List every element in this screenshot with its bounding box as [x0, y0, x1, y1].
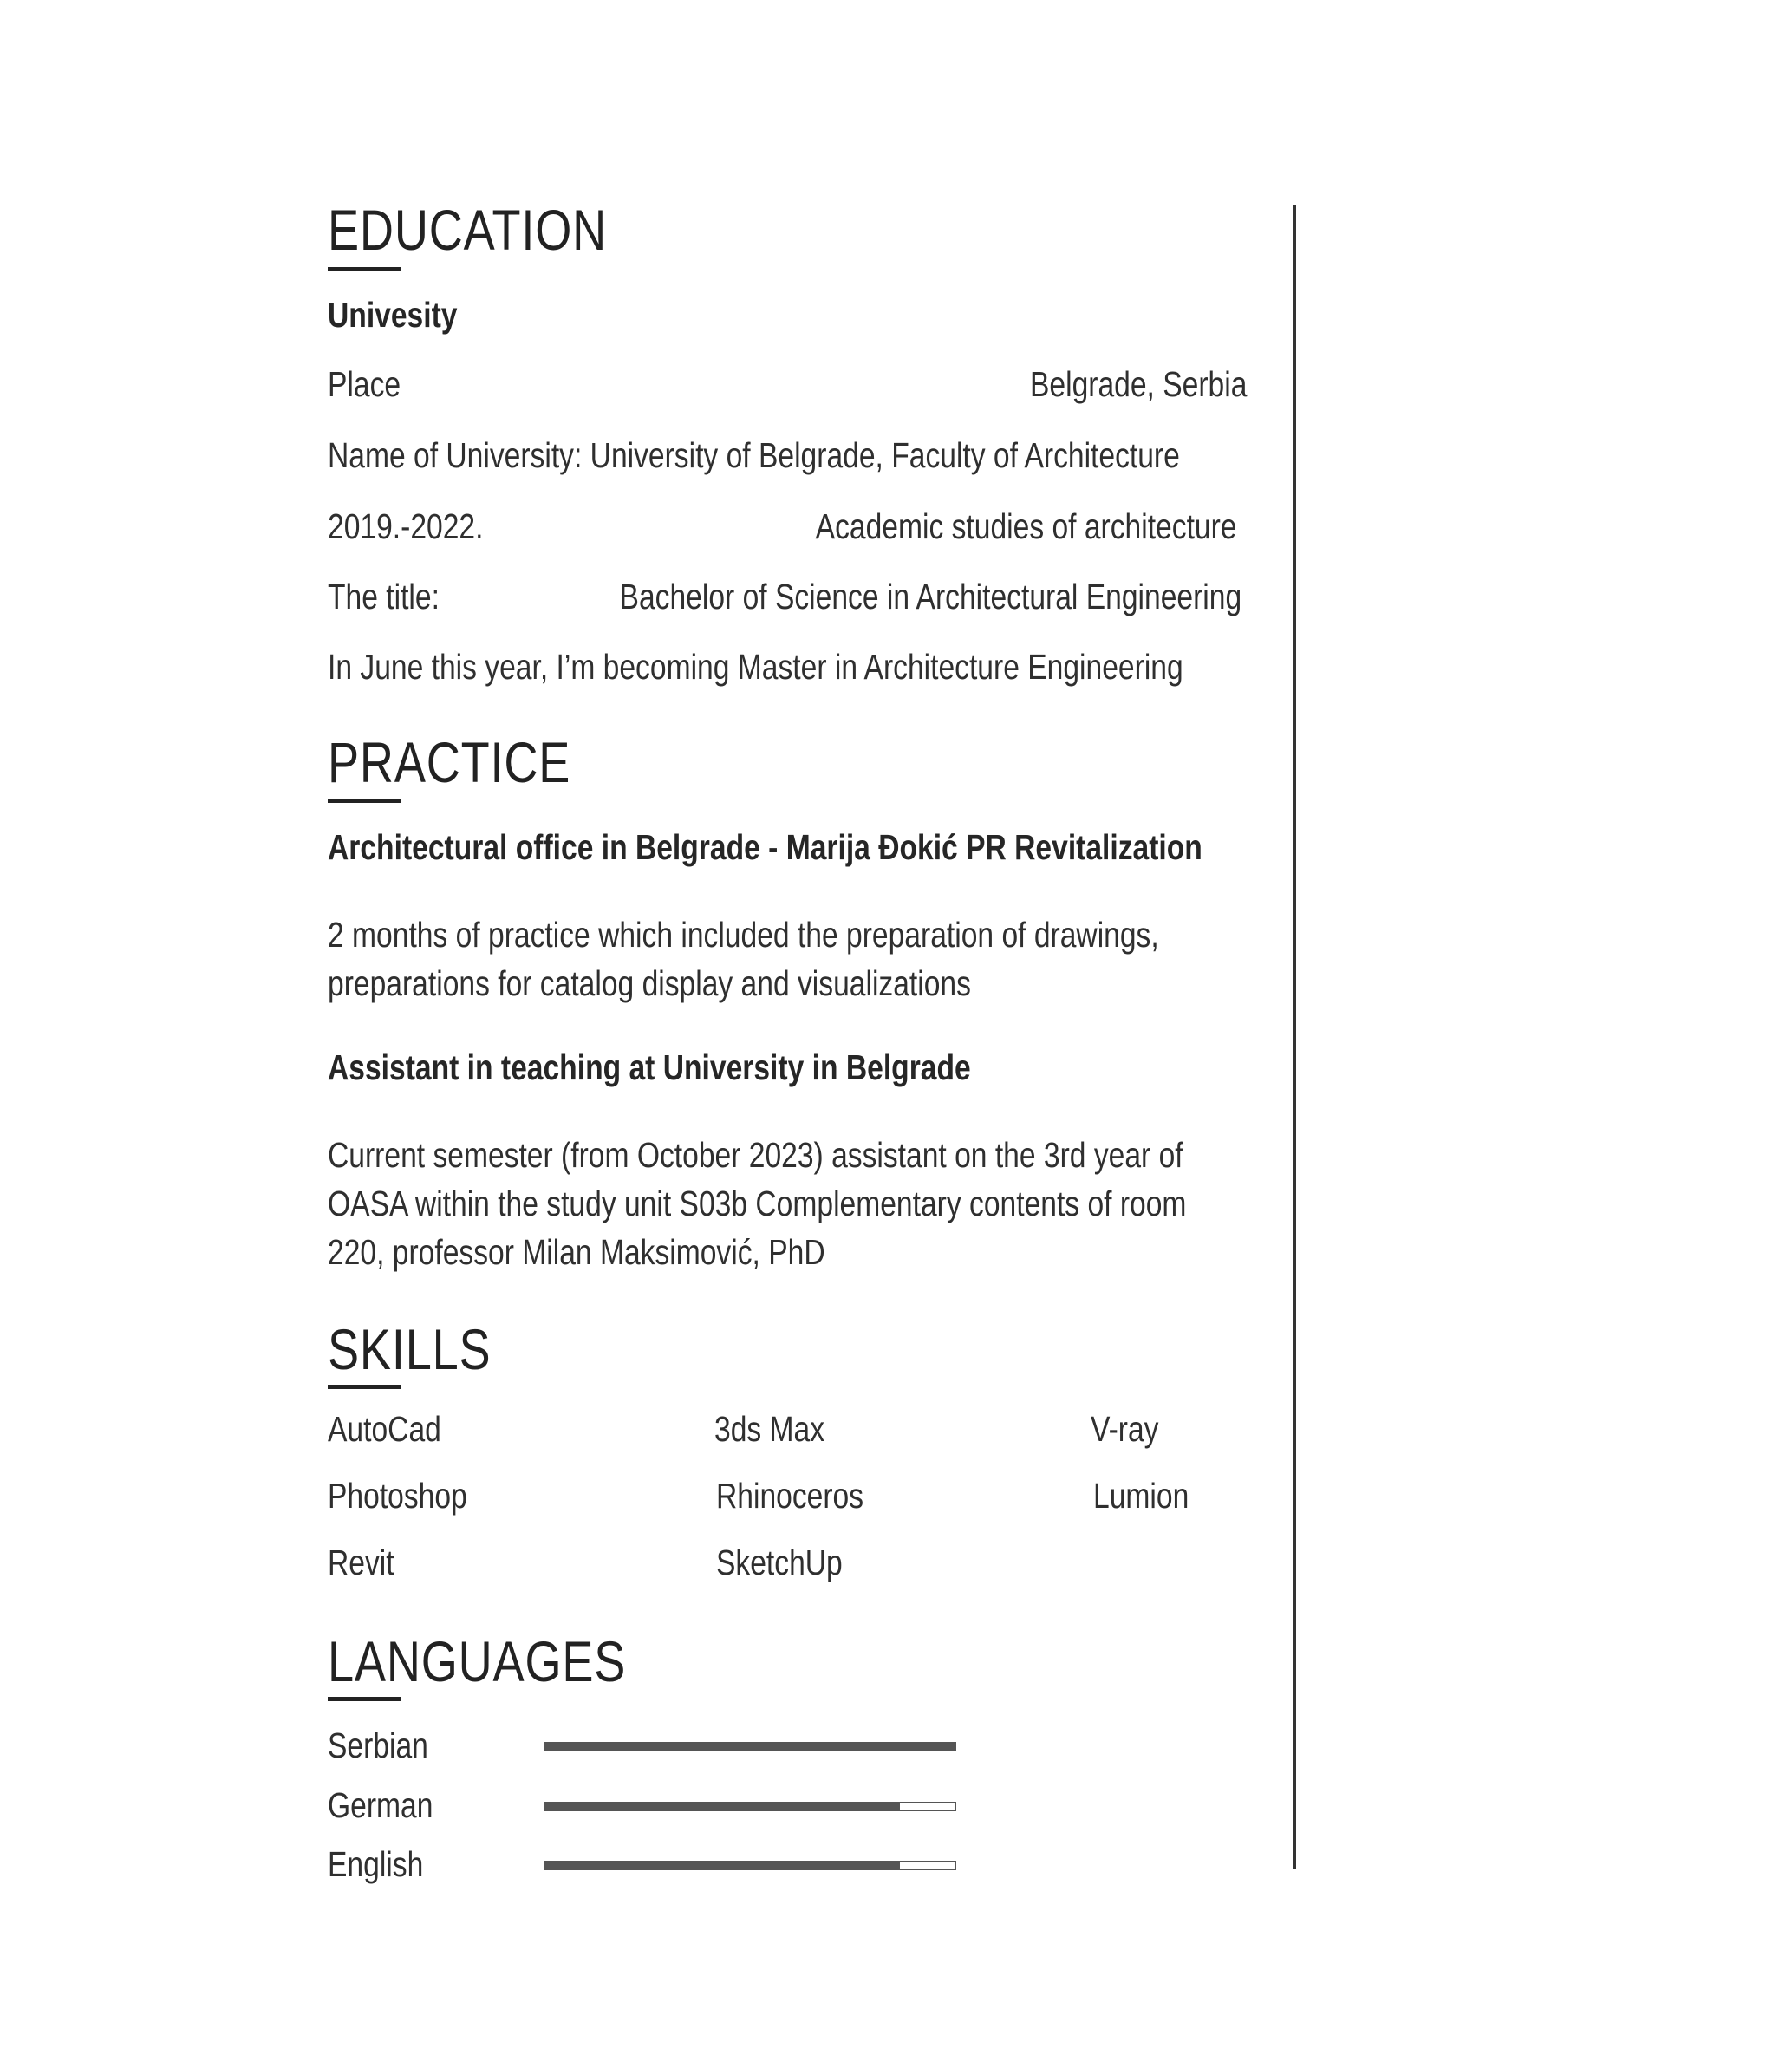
- practice-item-1-heading-text: Architectural office in Belgrade - Marija Đokić PR Revitalization: [328, 827, 1202, 867]
- degree-title-label: The title:: [328, 577, 440, 616]
- vertical-divider: [1293, 205, 1296, 1869]
- languages-underline: [328, 1697, 401, 1701]
- skill-item: V-ray: [1091, 1409, 1159, 1449]
- education-note: In June this year, I’m becoming Master in Architecture Engineering: [328, 647, 1183, 687]
- language-level-bar: [544, 1802, 956, 1811]
- practice-item-2-heading: [328, 1046, 1247, 1089]
- language-row-serbian: [328, 1724, 1247, 1767]
- degree-title-value: Bachelor of Science in Architectural Engineering: [619, 577, 1241, 616]
- education-years: 2019.-2022.: [328, 506, 484, 546]
- education-university-row: [328, 434, 1247, 477]
- practice-item-2-heading-text: Assistant in teaching at University in Belgrade: [328, 1047, 971, 1087]
- education-years-row: [328, 505, 1247, 548]
- education-place-row: [328, 362, 1247, 406]
- practice-item-2-description: Current semester (from October 2023) assistant on the 3rd year of OASA within the study unit S03b Complementary contents of room 220, professor Milan Maksimović, PhD: [328, 1135, 1187, 1272]
- education-subheading-text: Univesity: [328, 295, 458, 335]
- place-value: Belgrade, Serbia: [1029, 364, 1247, 404]
- place-label: Place: [328, 364, 401, 404]
- skill-item: SketchUp: [716, 1543, 843, 1582]
- language-name: English: [328, 1844, 424, 1884]
- skills-underline: [328, 1385, 401, 1389]
- skill-item: 3ds Max: [714, 1409, 825, 1449]
- language-name: German: [328, 1785, 433, 1825]
- skill-item: Revit: [328, 1543, 394, 1582]
- education-note-row: [328, 645, 1247, 688]
- practice-item-1-description: 2 months of practice which included the preparation of drawings, preparations for catalog display and visualizations: [328, 915, 1159, 1003]
- education-studies: Academic studies of architecture: [815, 506, 1236, 546]
- language-level-fill: [545, 1803, 900, 1810]
- practice-title: PRACTICE: [328, 730, 571, 794]
- language-level-fill: [545, 1743, 955, 1751]
- skills-row-2: [328, 1474, 1247, 1517]
- practice-underline: [328, 799, 401, 803]
- university-name: Name of University: University of Belgrade, Faculty of Architecture: [328, 435, 1180, 475]
- education-title-row: [328, 575, 1247, 618]
- skills-row-3: [328, 1541, 1247, 1584]
- language-row-english: [328, 1843, 1247, 1886]
- skills-row-1: [328, 1407, 1247, 1451]
- language-row-german: [328, 1784, 1247, 1827]
- skill-item: AutoCad: [328, 1409, 441, 1449]
- education-underline: [328, 267, 401, 271]
- languages-title: LANGUAGES: [328, 1629, 627, 1693]
- language-level-bar: [544, 1861, 956, 1870]
- skill-item: Photoshop: [328, 1476, 467, 1516]
- language-level-bar: [544, 1742, 956, 1751]
- skills-title: SKILLS: [328, 1317, 492, 1381]
- skill-item: Rhinoceros: [716, 1476, 864, 1516]
- skill-item: Lumion: [1093, 1476, 1189, 1516]
- education-title: EDUCATION: [328, 198, 608, 262]
- language-name: Serbian: [328, 1725, 428, 1765]
- education-subheading: [328, 293, 1247, 336]
- language-level-fill: [545, 1862, 900, 1869]
- practice-item-1-heading: [328, 825, 1247, 869]
